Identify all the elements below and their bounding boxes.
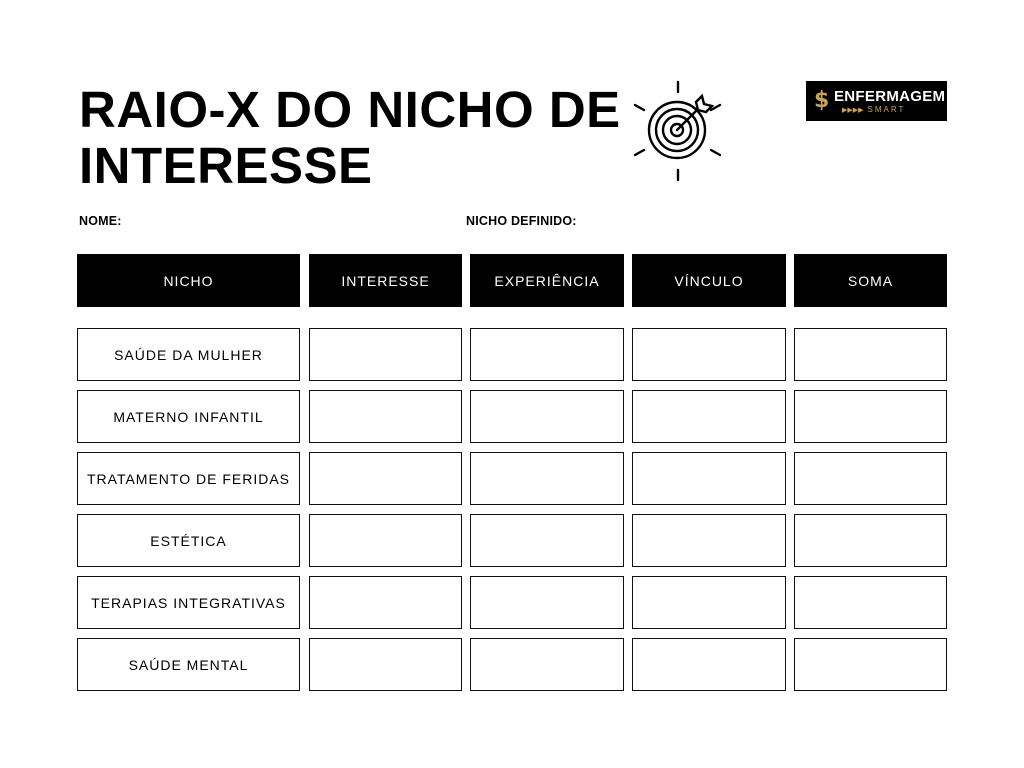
title-line-2: INTERESSE	[79, 137, 373, 194]
dollar-sign-icon: $	[814, 88, 830, 113]
row-6-nicho: SAÚDE MENTAL	[77, 638, 300, 691]
row-2-nicho: MATERNO INFANTIL	[77, 390, 300, 443]
nicho-definido-label: NICHO DEFINIDO:	[466, 214, 577, 228]
row-5-experiencia[interactable]	[470, 576, 624, 629]
row-2-experiencia[interactable]	[470, 390, 624, 443]
row-3-soma[interactable]	[794, 452, 947, 505]
arrows-icon: ▶▶▶▶	[842, 106, 864, 114]
row-1-interesse[interactable]	[309, 328, 462, 381]
row-6-experiencia[interactable]	[470, 638, 624, 691]
header-soma: SOMA	[794, 254, 947, 307]
row-5-soma[interactable]	[794, 576, 947, 629]
title-line-1: RAIO-X DO NICHO DE	[79, 81, 621, 138]
logo-brand-text: ENFERMAGEM	[834, 87, 946, 105]
header-nicho: NICHO	[77, 254, 300, 307]
row-5-vinculo[interactable]	[632, 576, 786, 629]
page-title	[79, 82, 639, 194]
row-2-vinculo[interactable]	[632, 390, 786, 443]
header-interesse: INTERESSE	[309, 254, 462, 307]
row-2-soma[interactable]	[794, 390, 947, 443]
row-1-experiencia[interactable]	[470, 328, 624, 381]
row-4-soma[interactable]	[794, 514, 947, 567]
target-arrow-icon	[632, 80, 724, 182]
row-5-nicho: TERAPIAS INTEGRATIVAS	[77, 576, 300, 629]
row-6-interesse[interactable]	[309, 638, 462, 691]
logo-sub-text: ▶▶▶▶ SMART	[842, 104, 906, 114]
row-1-nicho: SAÚDE DA MULHER	[77, 328, 300, 381]
row-6-soma[interactable]	[794, 638, 947, 691]
row-1-vinculo[interactable]	[632, 328, 786, 381]
row-5-interesse[interactable]	[309, 576, 462, 629]
row-2-interesse[interactable]	[309, 390, 462, 443]
row-1-soma[interactable]	[794, 328, 947, 381]
nome-label: NOME:	[79, 214, 122, 228]
header-experiencia: EXPERIÊNCIA	[470, 254, 624, 307]
row-3-interesse[interactable]	[309, 452, 462, 505]
row-6-vinculo[interactable]	[632, 638, 786, 691]
enfermagem-smart-logo	[806, 81, 947, 121]
row-3-experiencia[interactable]	[470, 452, 624, 505]
row-4-nicho: ESTÉTICA	[77, 514, 300, 567]
row-3-vinculo[interactable]	[632, 452, 786, 505]
row-3-nicho: TRATAMENTO DE FERIDAS	[77, 452, 300, 505]
row-4-interesse[interactable]	[309, 514, 462, 567]
row-4-experiencia[interactable]	[470, 514, 624, 567]
row-4-vinculo[interactable]	[632, 514, 786, 567]
header-vinculo: VÍNCULO	[632, 254, 786, 307]
